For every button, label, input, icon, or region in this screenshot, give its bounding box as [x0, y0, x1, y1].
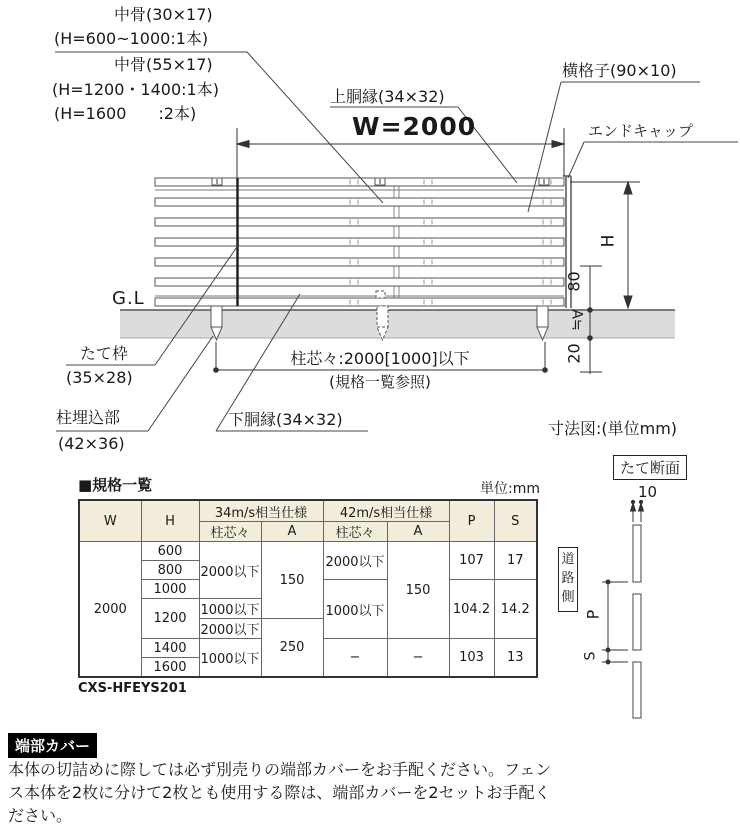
label-caption: 寸法図:(単位mm)	[548, 419, 678, 438]
col-header-pitch-42: 柱芯々	[323, 522, 387, 542]
section-title: たて断面	[613, 455, 687, 480]
col-header-a-42: A	[387, 522, 449, 542]
cell-w: 2000	[79, 542, 141, 678]
cell-h-800: 800	[141, 561, 199, 580]
label-post-pitch-note: (規格一覧参照)	[329, 373, 431, 391]
spec-table-section	[78, 474, 540, 696]
label-post-embed: 柱埋込部	[56, 408, 121, 427]
cell-42-pitch-3: −	[323, 639, 387, 678]
cell-34-pitch-4: 1000以下	[199, 639, 261, 678]
col-header-h: H	[141, 500, 199, 542]
label-ground-line: G.L	[112, 288, 145, 309]
end-cover-note-line2: ス本体を2枚に分けて2枚とも使用する際は、端部カバーを2セットお手配く	[8, 783, 551, 802]
road-side-label: 道路側	[558, 547, 578, 612]
section-dim-p-label: P	[583, 609, 603, 620]
end-cover-note	[8, 733, 736, 827]
cell-34-pitch-2: 1000以下	[199, 599, 261, 619]
label-lower-rail: 下胴縁(34×32)	[228, 410, 343, 429]
cell-42-a-2: −	[387, 639, 449, 678]
section-dim-p	[602, 580, 628, 652]
section-dim-10	[631, 500, 644, 522]
col-header-pitch-34: 柱芯々	[199, 522, 261, 542]
col-header-42ms: 42m/s相当仕様	[323, 500, 449, 522]
label-upper-rail: 上胴縁(34×32)	[330, 87, 445, 106]
spec-table-title: ■規格一覧	[78, 476, 153, 494]
label-middle-bone-2-note1: (H=1200・1400:1本)	[52, 80, 219, 99]
section-dim-10-label: 10	[638, 483, 658, 501]
cell-34-a-1: 150	[261, 542, 323, 619]
label-middle-bone-1: 中骨(30×17)	[114, 5, 213, 24]
label-middle-bone-2-note2: (H=1600 :2本)	[54, 104, 197, 123]
table-row	[79, 542, 537, 561]
label-lattice: 横格子(90×10)	[562, 61, 677, 80]
label-post-pitch: 柱芯々:2000[1000]以下	[290, 349, 470, 368]
spec-table	[78, 499, 538, 678]
fence-panel	[155, 178, 564, 306]
label-middle-bone-2: 中骨(55×17)	[114, 55, 213, 74]
section-slats	[633, 525, 641, 718]
end-cover-note-line3: ださい。	[8, 806, 73, 825]
label-width-value: W=2000	[352, 112, 477, 141]
cell-h-1200: 1200	[141, 599, 199, 639]
dim-20-label: 20	[564, 343, 584, 364]
cell-34-pitch-1: 2000以下	[199, 542, 261, 599]
label-vertical-frame: たて枠	[80, 344, 129, 363]
cell-s-1: 17	[494, 542, 537, 580]
col-header-p: P	[449, 500, 494, 542]
dim-80-label: 80	[564, 271, 584, 292]
cell-s-2: 14.2	[494, 580, 537, 639]
cell-34-a-2: 250	[261, 619, 323, 678]
cell-h-600: 600	[141, 542, 199, 561]
cell-h-1600: 1600	[141, 658, 199, 678]
model-code: CXS-HFEYS201	[78, 681, 187, 696]
end-cover-note-line1: 本体の切詰めに際しては必ず別売りの端部カバーをお手配ください。フェン	[8, 760, 552, 779]
col-header-w: W	[79, 500, 141, 542]
cell-p-1: 107	[449, 542, 494, 580]
cell-s-3: 13	[494, 639, 537, 678]
section-dim-s	[602, 650, 628, 664]
end-cover-note-title: 端部カバー	[8, 733, 97, 758]
dim-a-label: A≒	[568, 309, 585, 331]
col-header-34ms: 34m/s相当仕様	[199, 500, 323, 522]
cell-h-1400: 1400	[141, 639, 199, 658]
section-dim-s-label: S	[582, 651, 599, 661]
label-vertical-frame-size: (35×28)	[66, 368, 133, 387]
cell-p-2: 104.2	[449, 580, 494, 639]
label-end-cap: エンドキャップ	[588, 122, 694, 140]
label-middle-bone-1-note: (H=600~1000:1本)	[54, 29, 209, 48]
cell-h-1000: 1000	[141, 580, 199, 599]
cell-42-pitch-1: 2000以下	[323, 542, 387, 580]
spec-table-unit: 単位:mm	[480, 481, 540, 497]
cell-p-3: 103	[449, 639, 494, 678]
dim-h-label: H	[598, 234, 619, 248]
ground-band	[120, 310, 675, 338]
cell-42-a-1: 150	[387, 542, 449, 639]
col-header-a-34: A	[261, 522, 323, 542]
label-post-embed-size: (42×36)	[58, 434, 125, 453]
col-header-s: S	[494, 500, 537, 542]
cell-34-pitch-3: 2000以下	[199, 619, 261, 639]
cell-42-pitch-2: 1000以下	[323, 580, 387, 639]
